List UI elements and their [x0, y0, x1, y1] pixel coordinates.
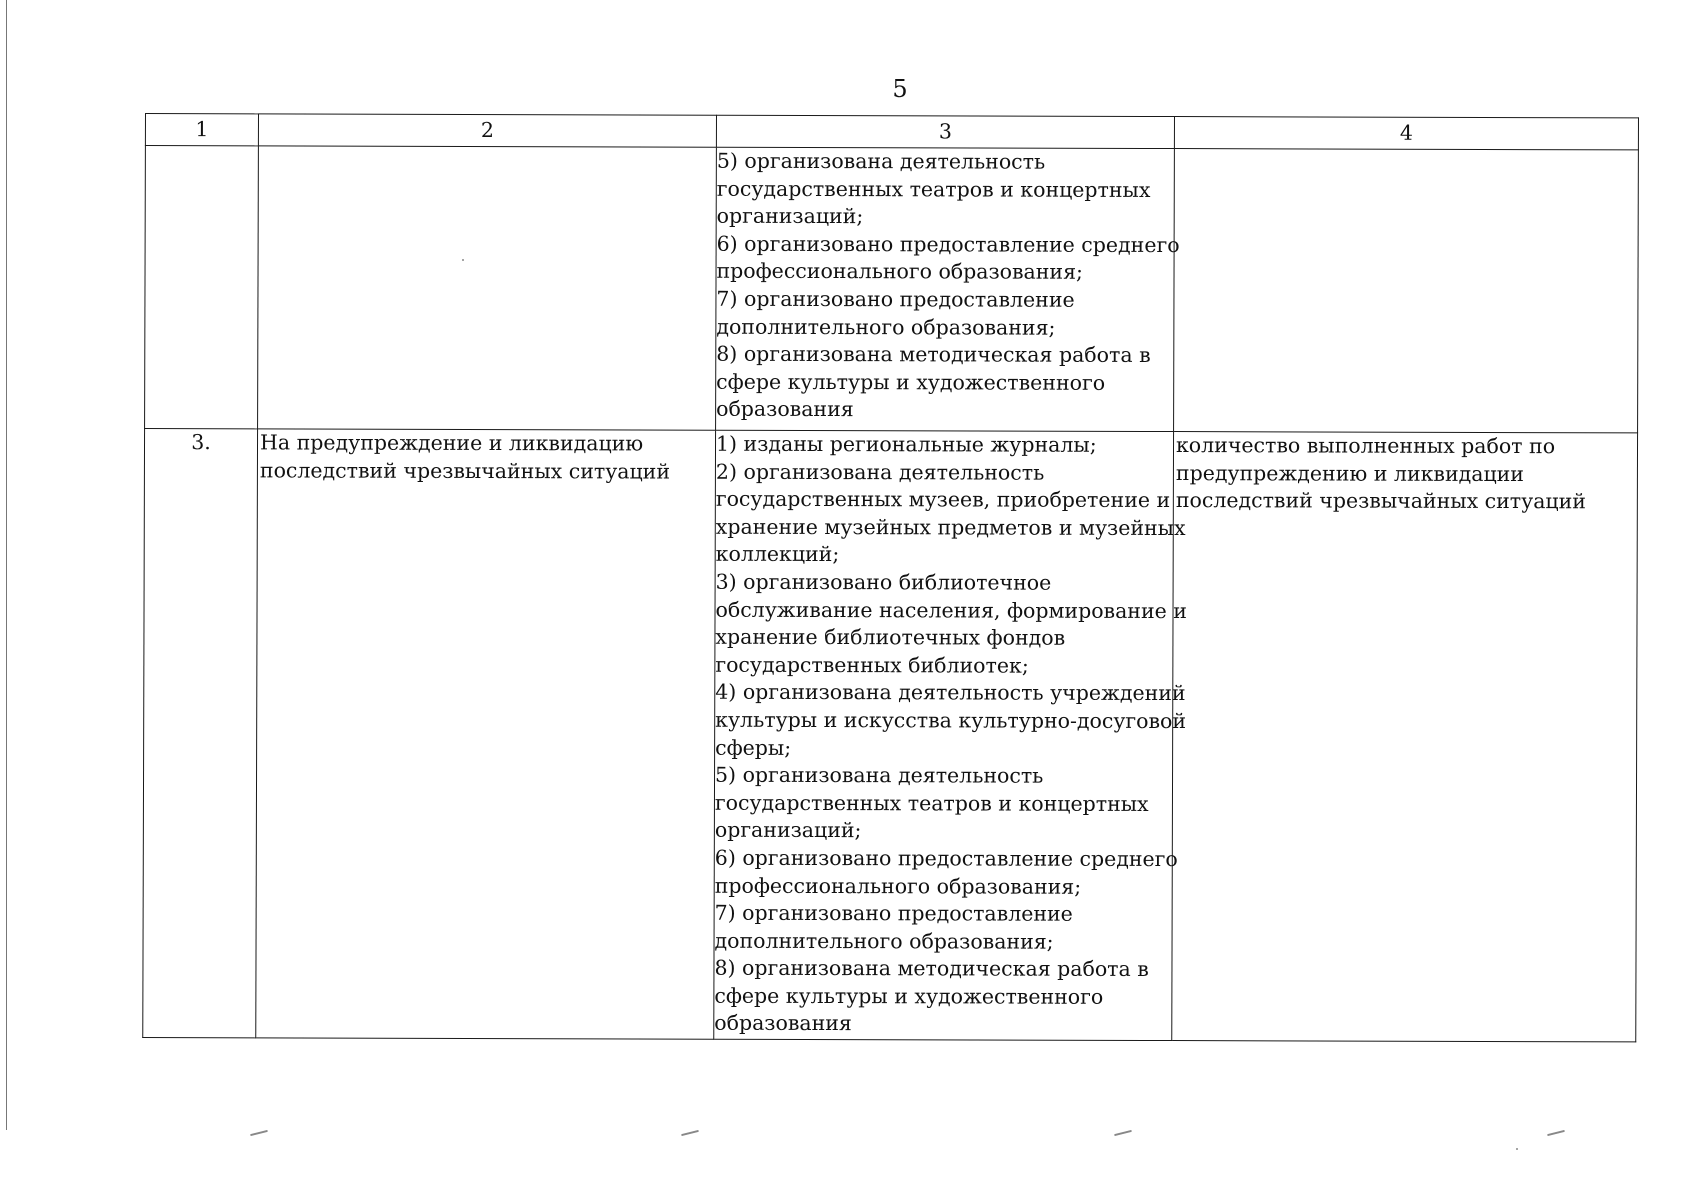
indicator-cell: [1172, 432, 1638, 1042]
scan-speck: [681, 1130, 699, 1136]
page-number: 5: [892, 75, 908, 103]
cell-text-line: коллекций;: [715, 542, 840, 567]
cell-text-line: организаций;: [714, 818, 862, 843]
cell-text-line: хранение музейных предметов и музейных: [715, 514, 1186, 540]
direction-cell: [258, 146, 717, 430]
scan-dot: [462, 259, 464, 261]
cell-text-line: государственных библиотек;: [715, 652, 1029, 678]
table-row: [145, 146, 1639, 433]
column-header-4: 4: [1174, 117, 1638, 150]
cell-text-line: государственных музеев, приобретение и: [715, 486, 1171, 513]
row-number-cell: 3.: [143, 429, 258, 1038]
cell-text-line: 8) организована методическая работа в: [716, 341, 1151, 368]
scan-speck: [250, 1130, 268, 1136]
column-header-1: 1: [145, 114, 258, 146]
cell-text-line: образования: [716, 397, 854, 422]
cell-text-line: количество выполненных работ по: [1175, 433, 1556, 459]
cell-text-line: профессионального образования;: [714, 873, 1082, 899]
row-number-cell: [145, 146, 259, 429]
document-table: [142, 113, 1639, 1042]
cell-text-line: обслуживание населения, формирование и: [715, 597, 1188, 623]
cell-text-line: последствий чрезвычайных ситуаций: [259, 457, 671, 484]
table-header-row: [145, 114, 1638, 150]
scan-dot: [1516, 1148, 1518, 1150]
cell-text-line: 3) организовано библиотечное: [715, 569, 1052, 595]
cell-text-line: государственных театров и концертных: [714, 790, 1149, 816]
cell-text-line: хранение библиотечных фондов: [715, 624, 1066, 650]
cell-text-line: На предупреждение и ликвидацию: [259, 430, 644, 456]
cell-text-line: образования: [714, 1011, 852, 1036]
cell-text-line: 4) организована деятельность учреждений: [715, 680, 1186, 706]
column-header-2: 2: [258, 114, 716, 147]
scan-page-edge: [6, 0, 7, 1130]
scan-speck: [1114, 1130, 1132, 1136]
cell-text-line: предупреждению и ликвидации: [1175, 460, 1525, 486]
cell-text-line: 8) организована методическая работа в: [714, 955, 1149, 982]
cell-text-line: дополнительного образования;: [714, 928, 1054, 954]
direction-cell: [256, 429, 716, 1039]
cell-text-line: 7) организовано предоставление: [716, 286, 1075, 312]
cell-text-line: 6) организовано предоставление среднего: [716, 231, 1180, 257]
cell-text-line: сфере культуры и художественного: [716, 369, 1106, 395]
indicator-cell: [1174, 149, 1639, 433]
cell-text-line: 6) организовано предоставление среднего: [714, 845, 1178, 871]
cell-text-line: 5) организована деятельность: [716, 148, 1046, 174]
cell-text-line: организаций;: [716, 203, 864, 229]
cell-text-line: 5) организована деятельность: [715, 762, 1044, 788]
cell-text-line: 1) изданы региональные журналы;: [715, 431, 1097, 457]
cell-text-line: культуры и искусства культурно-досуговой: [715, 707, 1187, 734]
results-cell: [716, 147, 1180, 431]
cell-text-line: 2) организована деятельность: [715, 459, 1045, 485]
column-header-3: 3: [716, 115, 1174, 148]
cell-text-line: дополнительного образования;: [716, 314, 1056, 340]
cell-text-line: сфере культуры и художественного: [714, 983, 1104, 1009]
cell-text-line: последствий чрезвычайных ситуаций: [1175, 488, 1586, 514]
cell-text-line: сферы;: [715, 735, 792, 760]
table-row: [143, 429, 1638, 1042]
results-cell: [714, 430, 1188, 1040]
cell-text-line: профессионального образования;: [716, 259, 1084, 285]
cell-text-line: государственных театров и концертных: [716, 176, 1151, 202]
scan-speck: [1547, 1130, 1565, 1136]
cell-text-line: 7) организовано предоставление: [714, 900, 1073, 926]
